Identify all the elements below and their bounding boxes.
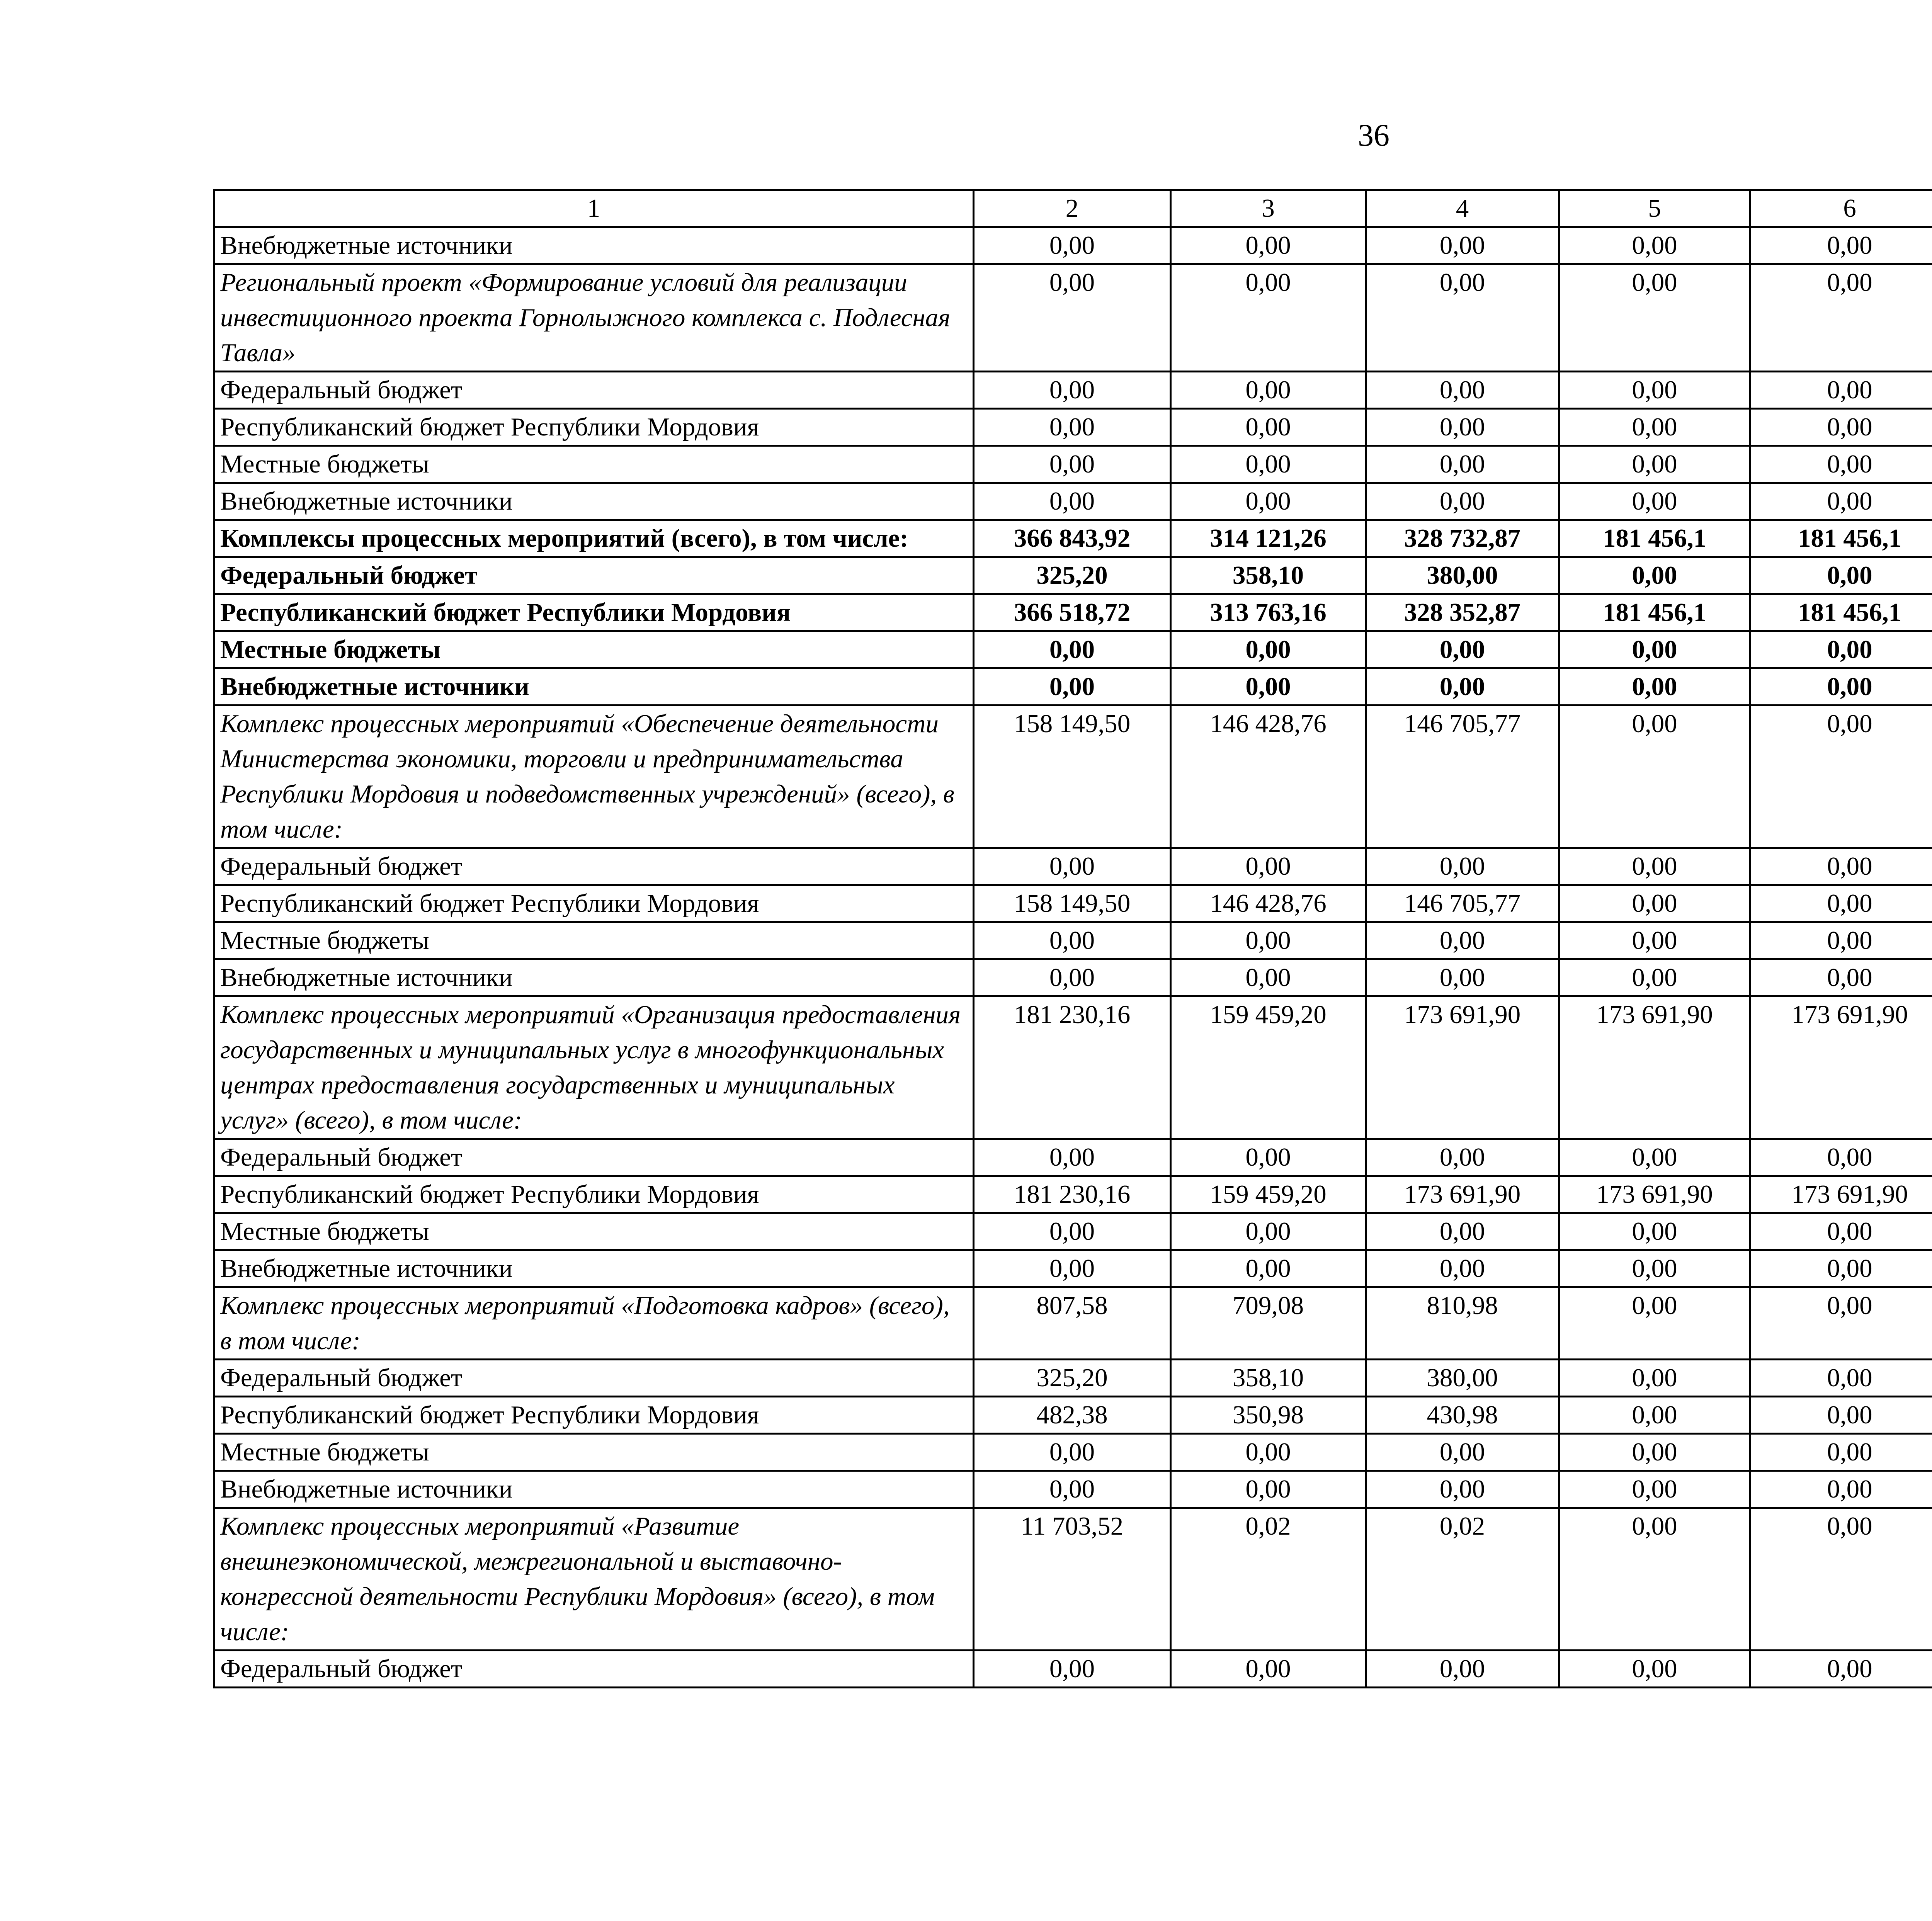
table-row	[214, 1287, 1932, 1360]
table-row	[214, 848, 1932, 885]
value-cell: 358,10	[1171, 557, 1366, 594]
value-cell: 0,00	[1750, 446, 1932, 483]
row-label: Федеральный бюджет	[214, 372, 974, 409]
value-cell: 0,00	[1750, 1471, 1932, 1508]
value-cell: 146 705,77	[1366, 706, 1559, 848]
value-cell: 0,00	[1366, 1250, 1559, 1287]
value-cell: 0,00	[1750, 1250, 1932, 1287]
value-cell: 0,00	[1171, 922, 1366, 959]
value-cell: 0,00	[1559, 483, 1750, 520]
value-cell: 0,00	[974, 372, 1171, 409]
value-cell: 0,00	[1366, 668, 1559, 706]
header-cell: 6	[1750, 190, 1932, 227]
row-label: Местные бюджеты	[214, 1213, 974, 1250]
value-cell: 0,02	[1171, 1508, 1366, 1651]
value-cell: 314 121,26	[1171, 520, 1366, 557]
value-cell: 0,00	[1366, 922, 1559, 959]
value-cell: 0,00	[974, 922, 1171, 959]
table-row	[214, 227, 1932, 264]
table-row	[214, 959, 1932, 996]
row-label: Комплекс процессных мероприятий «Подготовка кадров» (всего), в том числе:	[214, 1287, 974, 1360]
value-cell: 0,00	[1750, 483, 1932, 520]
value-cell: 181 456,1	[1559, 594, 1750, 631]
value-cell: 328 352,87	[1366, 594, 1559, 631]
value-cell: 0,00	[1750, 557, 1932, 594]
row-label: Федеральный бюджет	[214, 1139, 974, 1176]
row-label: Внебюджетные источники	[214, 1250, 974, 1287]
row-label: Республиканский бюджет Республики Мордовия	[214, 409, 974, 446]
value-cell: 0,00	[1171, 848, 1366, 885]
row-label: Внебюджетные источники	[214, 227, 974, 264]
table-row	[214, 409, 1932, 446]
row-label: Комплекс процессных мероприятий «Организация предоставления государственных и муниципальных услуг в многофункциональных центрах предоставления государственных и муниципальных услуг» (всего), в том числе:	[214, 996, 974, 1139]
table-row	[214, 557, 1932, 594]
row-label: Местные бюджеты	[214, 631, 974, 668]
value-cell: 0,00	[1559, 1360, 1750, 1397]
table-row	[214, 520, 1932, 557]
value-cell: 0,00	[1171, 227, 1366, 264]
row-label: Комплекс процессных мероприятий «Обеспечение деятельности Министерства экономики, торговли и предпринимательства Республики Мордовия и подведомственных учреждений» (всего), в том числе:	[214, 706, 974, 848]
value-cell: 0,00	[974, 1471, 1171, 1508]
table-row	[214, 1434, 1932, 1471]
table-row	[214, 668, 1932, 706]
value-cell: 0,00	[1750, 631, 1932, 668]
row-label: Местные бюджеты	[214, 1434, 974, 1471]
value-cell: 0,00	[1559, 409, 1750, 446]
value-cell: 0,00	[1559, 1434, 1750, 1471]
value-cell: 0,00	[1366, 264, 1559, 372]
row-label: Федеральный бюджет	[214, 848, 974, 885]
value-cell: 810,98	[1366, 1287, 1559, 1360]
value-cell: 0,00	[1366, 227, 1559, 264]
table-row	[214, 922, 1932, 959]
value-cell: 0,00	[1750, 1213, 1932, 1250]
value-cell: 380,00	[1366, 557, 1559, 594]
value-cell: 0,00	[974, 264, 1171, 372]
value-cell: 350,98	[1171, 1397, 1366, 1434]
table-row	[214, 594, 1932, 631]
value-cell: 0,00	[1171, 668, 1366, 706]
table-row	[214, 996, 1932, 1139]
value-cell: 0,00	[1559, 706, 1750, 848]
table-row	[214, 1397, 1932, 1434]
value-cell: 0,00	[1559, 1471, 1750, 1508]
value-cell: 0,00	[1171, 483, 1366, 520]
header-cell: 1	[214, 190, 974, 227]
value-cell: 0,00	[1171, 409, 1366, 446]
value-cell: 11 703,52	[974, 1508, 1171, 1651]
value-cell: 0,00	[1366, 959, 1559, 996]
table-body	[214, 190, 1932, 1688]
value-cell: 173 691,90	[1559, 1176, 1750, 1213]
value-cell: 0,00	[974, 1213, 1171, 1250]
value-cell: 0,00	[1559, 1508, 1750, 1651]
value-cell: 0,00	[1366, 1434, 1559, 1471]
value-cell: 0,00	[1366, 1213, 1559, 1250]
table-row	[214, 631, 1932, 668]
value-cell: 0,00	[1559, 922, 1750, 959]
value-cell: 146 705,77	[1366, 885, 1559, 922]
value-cell: 0,00	[1171, 264, 1366, 372]
value-cell: 313 763,16	[1171, 594, 1366, 631]
value-cell: 0,00	[1750, 848, 1932, 885]
value-cell: 0,00	[1750, 409, 1932, 446]
page-number: 36	[1358, 117, 1389, 153]
value-cell: 0,00	[1171, 631, 1366, 668]
value-cell: 0,00	[1559, 372, 1750, 409]
value-cell: 0,00	[1750, 959, 1932, 996]
value-cell: 0,00	[1366, 483, 1559, 520]
value-cell: 430,98	[1366, 1397, 1559, 1434]
value-cell: 0,00	[1171, 1651, 1366, 1688]
value-cell: 0,00	[974, 409, 1171, 446]
value-cell: 0,00	[1366, 446, 1559, 483]
value-cell: 0,00	[1559, 446, 1750, 483]
table-row	[214, 1471, 1932, 1508]
budget-table	[213, 189, 1932, 1688]
table-row	[214, 1213, 1932, 1250]
value-cell: 0,00	[1750, 1651, 1932, 1688]
value-cell: 181 230,16	[974, 1176, 1171, 1213]
value-cell: 0,00	[974, 1651, 1171, 1688]
value-cell: 0,00	[1171, 1434, 1366, 1471]
value-cell: 0,02	[1366, 1508, 1559, 1651]
value-cell: 0,00	[1366, 409, 1559, 446]
row-label: Внебюджетные источники	[214, 483, 974, 520]
value-cell: 0,00	[1750, 1287, 1932, 1360]
value-cell: 0,00	[974, 668, 1171, 706]
value-cell: 0,00	[1559, 1651, 1750, 1688]
value-cell: 0,00	[974, 959, 1171, 996]
value-cell: 0,00	[1171, 1471, 1366, 1508]
value-cell: 181 230,16	[974, 996, 1171, 1139]
value-cell: 0,00	[1171, 1213, 1366, 1250]
value-cell: 0,00	[1559, 959, 1750, 996]
value-cell: 173 691,90	[1366, 1176, 1559, 1213]
value-cell: 0,00	[1559, 227, 1750, 264]
value-cell: 159 459,20	[1171, 1176, 1366, 1213]
value-cell: 0,00	[1559, 885, 1750, 922]
table-row	[214, 885, 1932, 922]
value-cell: 181 456,1	[1750, 594, 1932, 631]
value-cell: 0,00	[974, 1434, 1171, 1471]
value-cell: 807,58	[974, 1287, 1171, 1360]
value-cell: 0,00	[1171, 446, 1366, 483]
value-cell: 366 843,92	[974, 520, 1171, 557]
value-cell: 709,08	[1171, 1287, 1366, 1360]
value-cell: 0,00	[1750, 922, 1932, 959]
row-label: Местные бюджеты	[214, 446, 974, 483]
value-cell: 0,00	[974, 1139, 1171, 1176]
header-cell: 2	[974, 190, 1171, 227]
value-cell: 0,00	[1750, 1508, 1932, 1651]
value-cell: 0,00	[1750, 372, 1932, 409]
value-cell: 0,00	[1750, 264, 1932, 372]
value-cell: 380,00	[1366, 1360, 1559, 1397]
value-cell: 158 149,50	[974, 706, 1171, 848]
value-cell: 0,00	[1750, 1397, 1932, 1434]
header-cell: 3	[1171, 190, 1366, 227]
value-cell: 0,00	[1559, 1250, 1750, 1287]
value-cell: 173 691,90	[1559, 996, 1750, 1139]
value-cell: 0,00	[1559, 1139, 1750, 1176]
value-cell: 0,00	[1171, 959, 1366, 996]
value-cell: 0,00	[1559, 848, 1750, 885]
table-row	[214, 446, 1932, 483]
value-cell: 146 428,76	[1171, 706, 1366, 848]
value-cell: 0,00	[1559, 1287, 1750, 1360]
value-cell: 0,00	[1750, 885, 1932, 922]
value-cell: 0,00	[1750, 668, 1932, 706]
value-cell: 158 149,50	[974, 885, 1171, 922]
table-row	[214, 1250, 1932, 1287]
value-cell: 325,20	[974, 557, 1171, 594]
value-cell: 325,20	[974, 1360, 1171, 1397]
row-label: Республиканский бюджет Республики Мордовия	[214, 885, 974, 922]
table-row	[214, 1651, 1932, 1688]
value-cell: 0,00	[974, 446, 1171, 483]
value-cell: 0,00	[1750, 706, 1932, 848]
value-cell: 0,00	[974, 227, 1171, 264]
row-label: Внебюджетные источники	[214, 959, 974, 996]
value-cell: 0,00	[1171, 1139, 1366, 1176]
table-row	[214, 706, 1932, 848]
value-cell: 0,00	[974, 631, 1171, 668]
value-cell: 482,38	[974, 1397, 1171, 1434]
table-row	[214, 1176, 1932, 1213]
row-label: Федеральный бюджет	[214, 1360, 974, 1397]
table-row	[214, 264, 1932, 372]
value-cell: 0,00	[1750, 1434, 1932, 1471]
row-label: Комплекс процессных мероприятий «Развитие внешнеэкономической, межрегиональной и выставочно-конгрессной деятельности Республики Мордовия» (всего), в том числе:	[214, 1508, 974, 1651]
value-cell: 181 456,1	[1750, 520, 1932, 557]
row-label: Внебюджетные источники	[214, 668, 974, 706]
value-cell: 0,00	[1750, 1139, 1932, 1176]
value-cell: 0,00	[974, 1250, 1171, 1287]
value-cell: 0,00	[974, 483, 1171, 520]
table-row	[214, 372, 1932, 409]
header-cell: 4	[1366, 190, 1559, 227]
value-cell: 146 428,76	[1171, 885, 1366, 922]
row-label: Федеральный бюджет	[214, 1651, 974, 1688]
row-label: Внебюджетные источники	[214, 1471, 974, 1508]
row-label: Республиканский бюджет Республики Мордовия	[214, 1176, 974, 1213]
value-cell: 0,00	[1366, 631, 1559, 668]
header-cell: 5	[1559, 190, 1750, 227]
row-label: Республиканский бюджет Республики Мордовия	[214, 1397, 974, 1434]
value-cell: 159 459,20	[1171, 996, 1366, 1139]
value-cell: 0,00	[1171, 1250, 1366, 1287]
row-label: Республиканский бюджет Республики Мордовия	[214, 594, 974, 631]
value-cell: 328 732,87	[1366, 520, 1559, 557]
value-cell: 0,00	[1559, 668, 1750, 706]
value-cell: 0,00	[1366, 848, 1559, 885]
value-cell: 173 691,90	[1750, 1176, 1932, 1213]
value-cell: 0,00	[1366, 1471, 1559, 1508]
value-cell: 0,00	[1559, 1397, 1750, 1434]
row-label: Региональный проект «Формирование условий для реализации инвестиционного проекта Горнолыжного комплекса с. Подлесная Тавла»	[214, 264, 974, 372]
value-cell: 0,00	[1171, 372, 1366, 409]
value-cell: 0,00	[1366, 372, 1559, 409]
value-cell: 0,00	[974, 848, 1171, 885]
row-label: Федеральный бюджет	[214, 557, 974, 594]
value-cell: 0,00	[1559, 557, 1750, 594]
value-cell: 0,00	[1559, 1213, 1750, 1250]
table-row	[214, 1508, 1932, 1651]
value-cell: 0,00	[1366, 1139, 1559, 1176]
value-cell: 0,00	[1750, 227, 1932, 264]
table-row	[214, 1360, 1932, 1397]
value-cell: 0,00	[1559, 631, 1750, 668]
value-cell: 173 691,90	[1750, 996, 1932, 1139]
table-row	[214, 483, 1932, 520]
value-cell: 0,00	[1366, 1651, 1559, 1688]
row-label: Комплексы процессных мероприятий (всего), в том числе:	[214, 520, 974, 557]
value-cell: 0,00	[1559, 264, 1750, 372]
value-cell: 0,00	[1750, 1360, 1932, 1397]
table-row	[214, 1139, 1932, 1176]
value-cell: 358,10	[1171, 1360, 1366, 1397]
value-cell: 173 691,90	[1366, 996, 1559, 1139]
value-cell: 366 518,72	[974, 594, 1171, 631]
value-cell: 181 456,1	[1559, 520, 1750, 557]
table-header-row	[214, 190, 1932, 227]
row-label: Местные бюджеты	[214, 922, 974, 959]
